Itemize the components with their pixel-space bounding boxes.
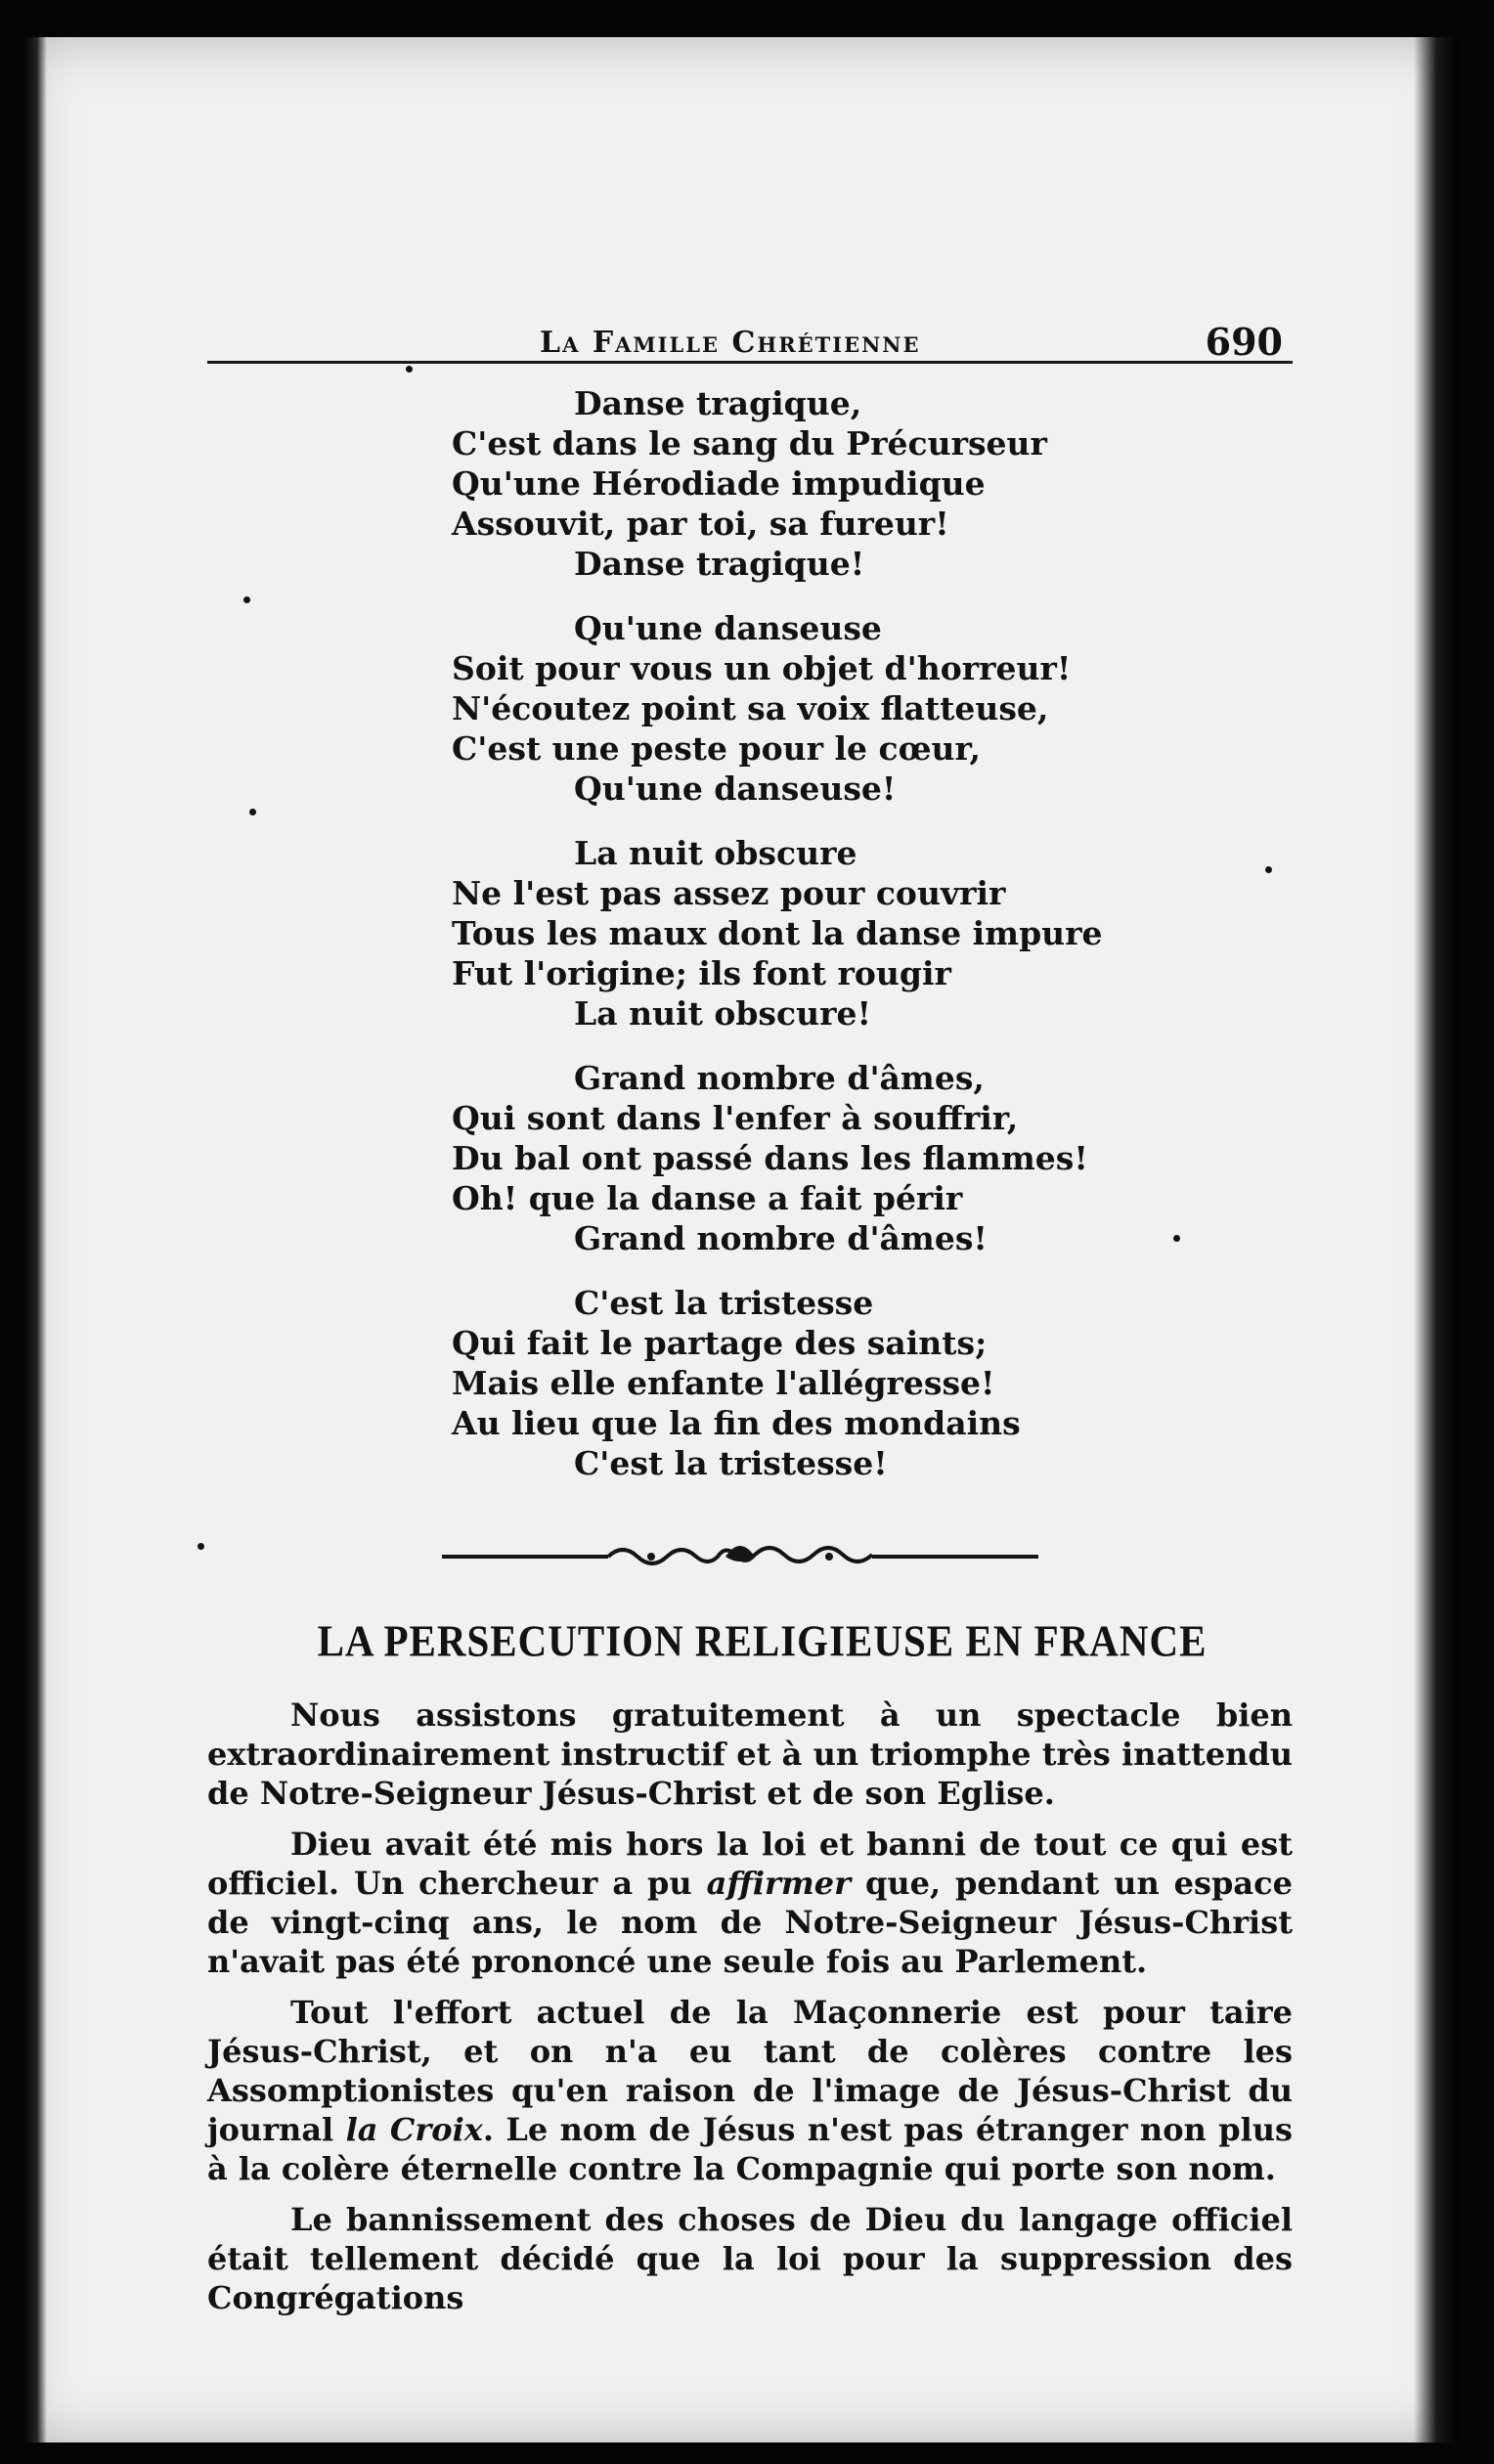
ink-speck — [198, 1543, 204, 1550]
poem-line: Au lieu que la fin des mondains — [452, 1404, 1021, 1442]
poem-refrain: Qu'une danseuse! — [574, 770, 897, 808]
poem-line: Ne l'est pas assez pour couvrir — [452, 874, 1006, 912]
poem-line: C'est dans le sang du Précurseur — [452, 424, 1047, 462]
article-paragraph — [207, 1825, 1293, 1981]
italic-word: affirmer — [706, 1865, 851, 1902]
article-paragraph: Le bannissement des choses de Dieu du langage officiel était tellement décidé que la loi pour la suppression des Congrégations — [207, 2201, 1293, 2316]
poem-refrain: Danse tragique, — [574, 384, 862, 422]
paragraph-text: que, pendant un espace de vingt-cinq ans, le nom de Notre-Seigneur Jésus-Christ n'avait pas été prononcé une seule fois au Parlement. — [207, 1865, 1294, 1980]
poem-refrain: Danse tragique! — [574, 545, 865, 583]
page-number: 690 — [1205, 320, 1283, 364]
running-header — [207, 286, 1293, 364]
poem-refrain: Qu'une danseuse — [574, 609, 882, 647]
article-paragraph — [207, 1993, 1293, 2188]
poem-refrain: C'est la tristesse! — [574, 1444, 888, 1482]
poem — [452, 383, 1293, 1483]
poem-stanza — [452, 608, 1293, 809]
right-page-edge — [1414, 37, 1459, 2442]
poem-line: Mais elle enfante l'allégresse! — [452, 1364, 995, 1402]
poem-line: Qui fait le partage des saints; — [452, 1324, 988, 1362]
poem-line: Soit pour vous un objet d'horreur! — [452, 649, 1072, 687]
article-title: LA PERSECUTION RELIGIEUSE EN FRANCE — [317, 1615, 1208, 1666]
text-block — [207, 286, 1293, 2317]
left-page-edge — [22, 37, 47, 2442]
newspaper-title: la Croix — [345, 2111, 483, 2148]
poem-stanza — [452, 833, 1293, 1034]
paragraph-text: Tout l'effort actuel de la Maçonnerie est pour taire Jésus-Christ, et on n'a eu tant de colères contre les Assomptionistes qu'en raison de l'image de Jésus-Christ du journal — [207, 1994, 1293, 2148]
poem-line: C'est une peste pour le cœur, — [452, 729, 981, 768]
poem-refrain: Grand nombre d'âmes, — [574, 1059, 985, 1097]
article-paragraph: Nous assistons gratuitement à un spectacle bien extraordinairement instructif et à un triomphe très inattendu de Notre-Seigneur Jésus-Christ et de son Eglise. — [207, 1696, 1293, 1812]
poem-line: N'écoutez point sa voix flatteuse, — [452, 689, 1049, 727]
poem-line: Oh! que la danse a fait périr — [452, 1179, 963, 1217]
poem-line: Assouvit, par toi, sa fureur! — [452, 505, 949, 543]
poem-refrain: Grand nombre d'âmes! — [574, 1219, 988, 1257]
poem-line: Fut l'origine; ils font rougir — [452, 954, 951, 992]
poem-line: Tous les maux dont la danse impure — [452, 914, 1103, 952]
poem-line: Qui sont dans l'enfer à souffrir, — [452, 1099, 1019, 1137]
poem-refrain: C'est la tristesse — [574, 1284, 874, 1322]
page-sheet — [22, 37, 1459, 2442]
poem-stanza — [452, 1283, 1293, 1483]
poem-stanza — [452, 383, 1293, 584]
poem-stanza — [452, 1058, 1293, 1258]
ornamental-divider — [442, 1537, 1038, 1576]
paragraph-text: Dieu avait été mis hors la loi et banni de tout ce qui est officiel. Un chercheur a pu — [207, 1826, 1293, 1902]
poem-refrain: La nuit obscure — [574, 834, 857, 872]
paragraph-text: . Le nom de Jésus n'est pas étranger non plus à la colère éternelle contre la Compagnie qui porte son nom. — [207, 2111, 1294, 2187]
running-title: La Famille Chrétienne — [540, 326, 921, 360]
poem-refrain: La nuit obscure! — [574, 994, 871, 1033]
poem-line: Qu'une Hérodiade impudique — [452, 464, 986, 503]
poem-line: Du bal ont passé dans les flammes! — [452, 1139, 1088, 1177]
